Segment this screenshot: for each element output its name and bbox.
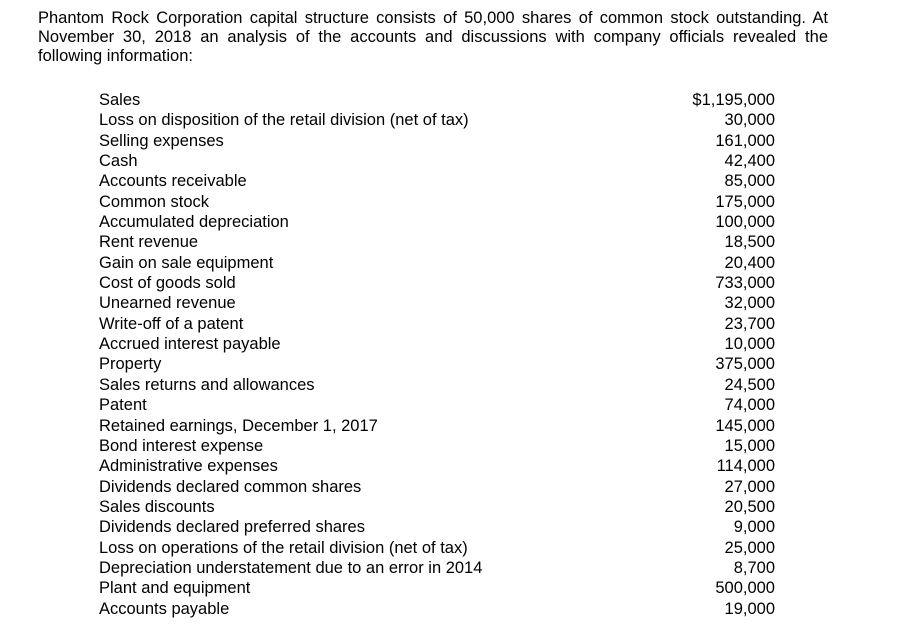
account-row [99, 395, 775, 415]
account-label: Administrative expenses [99, 457, 278, 476]
account-amount: 20,500 [724, 497, 775, 516]
account-row [99, 232, 775, 252]
account-label: Retained earnings, December 1, 2017 [99, 416, 378, 435]
account-amount: 500,000 [715, 579, 775, 598]
account-label: Accounts payable [99, 599, 230, 618]
account-row [99, 517, 775, 537]
account-label: Patent [99, 396, 147, 415]
account-row [99, 558, 775, 578]
account-label: Dividends declared preferred shares [99, 518, 365, 537]
account-label: Cost of goods sold [99, 274, 236, 293]
account-row [99, 90, 775, 110]
account-label: Depreciation understatement due to an error in 2014 [99, 558, 483, 577]
account-row [99, 171, 775, 191]
account-row [99, 497, 775, 517]
account-amount: $1,195,000 [692, 91, 775, 109]
account-label: Accumulated depreciation [99, 213, 289, 232]
account-amount: 85,000 [724, 172, 775, 191]
account-row [99, 538, 775, 558]
account-row [99, 212, 775, 232]
account-amount: 15,000 [724, 436, 775, 455]
account-amount: 20,400 [724, 253, 775, 272]
account-row [99, 477, 775, 497]
account-label: Unearned revenue [99, 294, 236, 313]
account-amount: 100,000 [715, 213, 775, 232]
account-label: Loss on operations of the retail division (net of tax) [99, 538, 468, 557]
account-amount: 8,700 [733, 558, 775, 577]
account-row [99, 599, 775, 619]
account-amount: 27,000 [724, 477, 775, 496]
account-row [99, 273, 775, 293]
account-list [99, 90, 775, 619]
account-label: Selling expenses [99, 131, 224, 150]
account-amount: 161,000 [715, 131, 775, 150]
account-amount: 19,000 [724, 599, 775, 618]
account-row [99, 192, 775, 212]
account-label: Sales returns and allowances [99, 375, 315, 394]
account-amount: 10,000 [724, 335, 775, 354]
account-label: Accounts receivable [99, 172, 247, 191]
account-amount: 9,000 [733, 518, 775, 537]
account-amount: 114,000 [716, 457, 775, 476]
account-row [99, 151, 775, 171]
account-label: Loss on disposition of the retail division (net of tax) [99, 111, 469, 130]
account-row [99, 578, 775, 598]
account-row [99, 131, 775, 151]
account-amount: 25,000 [724, 538, 775, 557]
account-label: Accrued interest payable [99, 335, 281, 354]
account-amount: 30,000 [724, 111, 775, 130]
account-row [99, 416, 775, 436]
account-label: Property [99, 355, 162, 374]
account-amount: 23,700 [724, 314, 775, 333]
account-row [99, 293, 775, 313]
account-row [99, 456, 775, 476]
account-amount: 175,000 [715, 192, 775, 211]
account-label: Write-off of a patent [99, 314, 244, 333]
account-amount: 18,500 [724, 233, 775, 252]
account-row [99, 314, 775, 334]
account-row [99, 334, 775, 354]
account-label: Common stock [99, 192, 210, 211]
account-label: Bond interest expense [99, 436, 264, 455]
account-label: Gain on sale equipment [99, 253, 274, 272]
account-label: Cash [99, 152, 138, 171]
account-row [99, 110, 775, 130]
account-amount: 74,000 [724, 396, 775, 415]
intro-paragraph: Phantom Rock Corporation capital structure consists of 50,000 shares of common stock outstanding. At November 30, 2018 an analysis of the accounts and discussions with company officials revealed the following information: [38, 9, 828, 65]
account-label: Rent revenue [99, 233, 199, 252]
account-label: Plant and equipment [99, 579, 251, 598]
account-amount: 375,000 [715, 355, 775, 374]
account-amount: 42,400 [724, 152, 775, 171]
account-amount: 24,500 [724, 375, 775, 394]
account-amount: 733,000 [715, 274, 775, 293]
account-label: Sales discounts [99, 497, 215, 516]
account-row [99, 436, 775, 456]
account-amount: 145,000 [715, 416, 775, 435]
account-label: Sales [99, 91, 141, 109]
account-row [99, 253, 775, 273]
account-label: Dividends declared common shares [99, 477, 362, 496]
account-row [99, 375, 775, 395]
account-row [99, 354, 775, 374]
account-amount: 32,000 [724, 294, 775, 313]
